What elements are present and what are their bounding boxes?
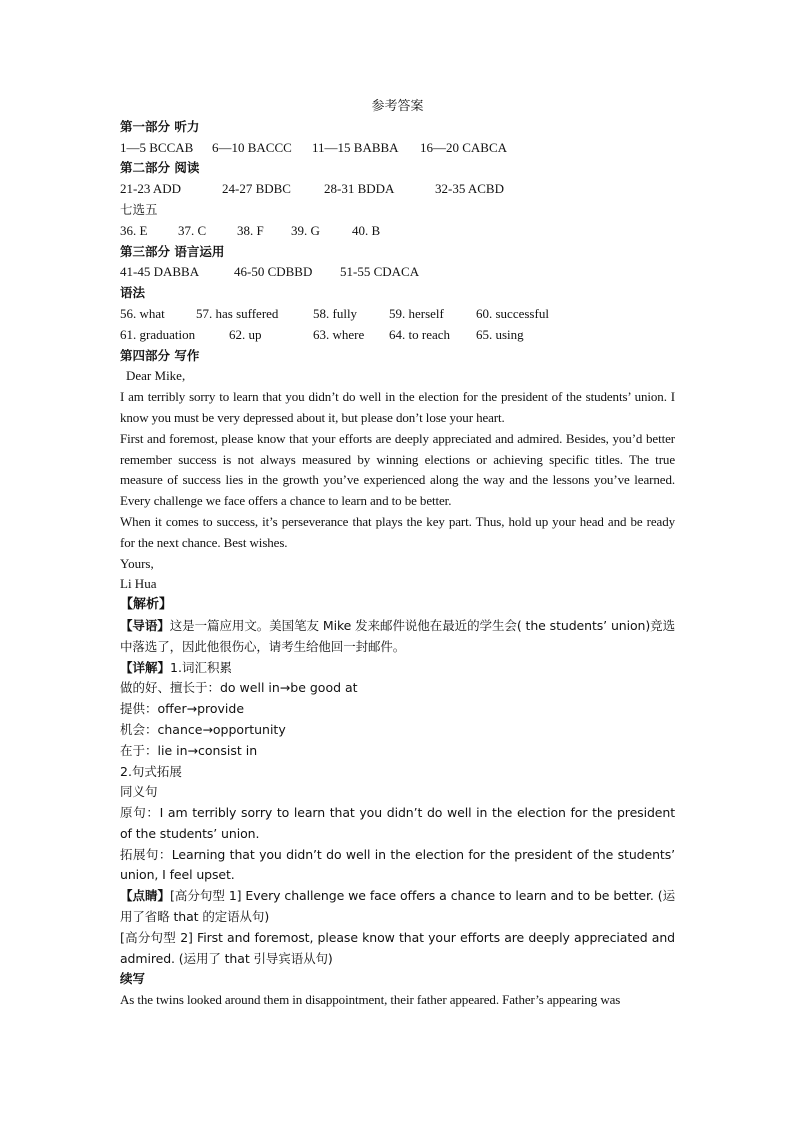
point-2: [高分句型 2] First and foremost, please know that your efforts are deeply appreciated and admired. (运用了 that 引导宾语从句) xyxy=(120,929,675,966)
point-1-text: [高分句型 1] Every challenge we face offers a chance to learn and to be better. (运用了省略 that 的定语从句) xyxy=(120,888,675,925)
continuation-heading: 续写 xyxy=(120,971,146,987)
analysis-heading: 【解析】 xyxy=(120,597,173,613)
part3-answers xyxy=(120,262,675,283)
document-title: 参考答案 xyxy=(371,98,424,113)
answer-item: 59. herself xyxy=(389,305,444,321)
letter-closing: Yours, xyxy=(120,555,154,571)
sentence-expansion-heading: 2.句式拓展 xyxy=(120,763,182,779)
answer-item: 38. F xyxy=(237,222,264,238)
answer-group: 24-27 BDBC xyxy=(222,181,291,197)
point-tag: 【点睛】 xyxy=(120,888,170,904)
part1-heading: 第一部分 听力 xyxy=(120,118,200,134)
guide-tag: 【导语】 xyxy=(120,617,170,633)
answer-group: 46-50 CDBBD xyxy=(234,264,313,280)
letter-paragraph-2: First and foremost, please know that your efforts are deeply appreciated and admired. Besides, you’d better remember success is not always measured by winning elections or achieving specific titles. The true measure of success lies in the growth you’ve experienced along the way and the lessons you’ve learned. Every challenge we face offers a chance to learn and to be better. xyxy=(120,430,675,509)
answer-item: 65. using xyxy=(476,326,524,342)
vocab-item: 机会：chance→opportunity xyxy=(120,721,286,737)
seven-answers xyxy=(120,221,675,242)
part4-heading: 第四部分 写作 xyxy=(120,347,200,363)
answer-group: 6—10 BACCC xyxy=(212,139,292,155)
answer-group: 16—20 CABCA xyxy=(420,139,508,155)
answer-group: 51-55 CDACA xyxy=(340,264,420,280)
vocab-item: 在于：lie in→consist in xyxy=(120,742,258,758)
answer-item: 57. has suffered xyxy=(196,305,279,321)
answer-group: 41-45 DABBA xyxy=(120,264,200,280)
part2-answers xyxy=(120,179,675,200)
letter-signature: Li Hua xyxy=(120,576,157,592)
answer-item: 58. fully xyxy=(313,305,358,321)
answer-group: 21-23 ADD xyxy=(120,181,182,197)
grammar-row-1 xyxy=(120,304,675,325)
answer-item: 63. where xyxy=(313,326,365,342)
grammar-row-2 xyxy=(120,325,675,346)
synonym-heading: 同义句 xyxy=(120,784,158,800)
detail-text: 1.词汇积累 xyxy=(170,659,232,675)
answer-group: 1—5 BCCAB xyxy=(120,139,194,155)
guide-paragraph xyxy=(120,616,675,658)
answer-item: 64. to reach xyxy=(389,326,451,342)
answer-group: 32-35 ACBD xyxy=(435,181,504,197)
vocab-item: 提供：offer→provide xyxy=(120,701,245,717)
vocab-item: 做的好、擅长于：do well in→be good at xyxy=(120,680,358,696)
continuation-text: As the twins looked around them in disappointment, their father appeared. Father’s appearing was xyxy=(120,992,621,1008)
answer-item: 62. up xyxy=(229,326,262,342)
part2-heading: 第二部分 阅读 xyxy=(120,160,200,176)
part1-answers xyxy=(120,138,675,159)
answer-group: 11—15 BABBA xyxy=(312,139,399,155)
letter-paragraph-3: When it comes to success, it’s perseverance that plays the key part. Thus, hold up your head and be ready for the next chance. Best wishes. xyxy=(120,513,675,550)
answer-item: 37. C xyxy=(178,222,207,238)
detail-line xyxy=(120,658,675,679)
letter-paragraph-1: I am terribly sorry to learn that you didn’t do well in the election for the president of the students’ union. I know you must be very depressed about it, but please don’t lose your heart. xyxy=(120,389,675,425)
answer-item: 60. successful xyxy=(476,305,549,321)
answer-item: 39. G xyxy=(291,222,320,238)
seven-choose-five-heading: 七选五 xyxy=(120,201,158,217)
point-1 xyxy=(120,886,675,928)
grammar-heading: 语法 xyxy=(120,285,146,301)
answer-item: 61. graduation xyxy=(120,326,196,342)
guide-text: 这是一篇应用文。美国笔友 Mike 发来邮件说他在最近的学生会( the students’ union)竞选中落选了，因此他很伤心，请考生给他回一封邮件。 xyxy=(120,617,675,654)
part3-heading: 第三部分 语言运用 xyxy=(120,243,225,259)
answer-document xyxy=(120,96,675,1011)
answer-item: 56. what xyxy=(120,305,165,321)
original-sentence: 原句：I am terribly sorry to learn that you didn’t do well in the election for the president of the students’ union. xyxy=(120,805,675,841)
expanded-sentence: 拓展句：Learning that you didn’t do well in the election for the president of the students’ union, I feel upset. xyxy=(120,846,675,883)
letter-salutation: Dear Mike, xyxy=(126,368,186,384)
answer-group: 28-31 BDDA xyxy=(324,181,395,197)
detail-tag: 【详解】 xyxy=(120,659,171,675)
answer-item: 40. B xyxy=(352,222,381,238)
answer-item: 36. E xyxy=(120,222,148,238)
